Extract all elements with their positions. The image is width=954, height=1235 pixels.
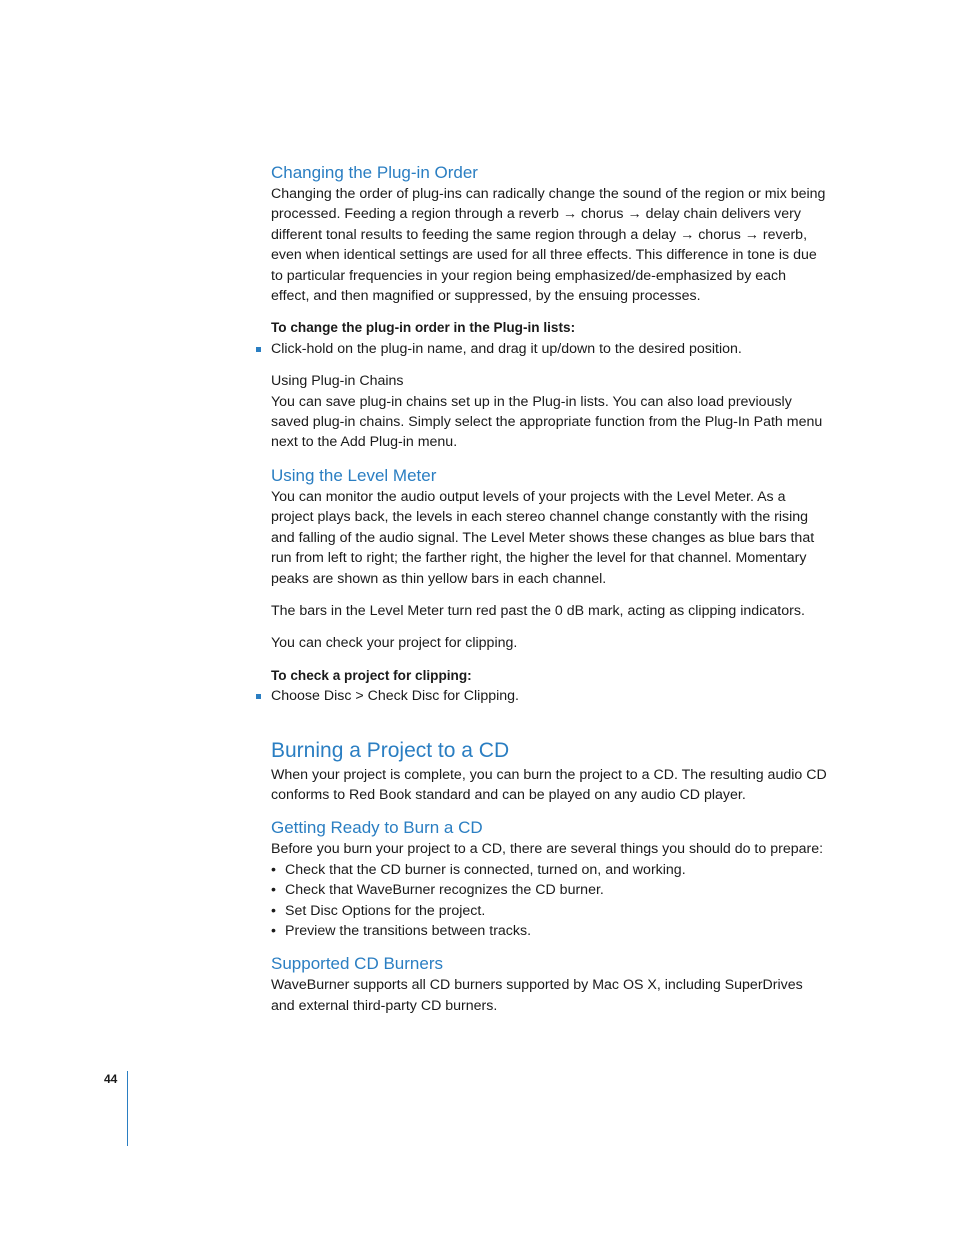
paragraph-getting-ready: Before you burn your project to a CD, there are several things you should do to prepare: [271, 841, 824, 858]
heading-changing-plugin-order: Changing the Plug-in Order [271, 163, 478, 182]
step-list-check-clipping [271, 686, 827, 706]
bullet-dot-icon: • [271, 861, 276, 878]
bullet-dot-icon: • [271, 902, 276, 919]
list-item: • Set Disc Options for the project. [271, 901, 827, 921]
checklist-getting-ready [271, 860, 827, 942]
heading-using-level-meter: Using the Level Meter [271, 465, 437, 485]
square-bullet-icon [256, 347, 261, 352]
subheading-using-plugin-chains: Using Plug-in Chains [271, 373, 404, 390]
task-title-check-clipping: To check a project for clipping: [271, 667, 472, 683]
step-item [271, 339, 827, 359]
page-margin-rule [127, 1071, 128, 1146]
paragraph-plugin-order: Changing the order of plug-ins can radically change the sound of the region or mix being processed. Feeding a region through a reverb → chorus → delay chain delivers very different tonal results to feeding the same region through a delay → chorus → reverb, even when identical settings are used for all three effects. This difference in tone is due to particular frequencies in your region being emphasized/de-emphasized by each effect, and then magnified or suppressed, by the ensuing processes. [271, 186, 826, 305]
paragraph-supported-burners: WaveBurner supports all CD burners supported by Mac OS X, including SuperDrives and external third-party CD burners. [271, 977, 803, 1014]
step-list-plugin-order [271, 339, 827, 359]
paragraph-plugin-chains: You can save plug-in chains set up in the Plug-in lists. You can also load previously saved plug-in chains. Simply select the appropriate function from the Plug-In Path menu next to the Add Plug-in menu. [271, 393, 823, 451]
paragraph-burning: When your project is complete, you can burn the project to a CD. The resulting audio CD conforms to Red Book standard and can be played on any audio CD player. [271, 766, 827, 803]
page-number: 44 [104, 1072, 118, 1086]
heading-burning-project: Burning a Project to a CD [271, 738, 510, 762]
paragraph-level-meter-red: The bars in the Level Meter turn red past the 0 dB mark, acting as clipping indicators. [271, 602, 805, 619]
bullet-dot-icon: • [271, 882, 276, 899]
step-text: Choose Disc > Check Disc for Clipping. [271, 688, 519, 705]
page-content [271, 162, 827, 1016]
task-title-change-plugin-order: To change the plug-in order in the Plug-in lists: [271, 320, 576, 336]
list-item: • Check that the CD burner is connected, turned on, and working. [271, 860, 827, 880]
paragraph-level-meter: You can monitor the audio output levels of your projects with the Level Meter. As a project plays back, the levels in each stereo channel change constantly with the rising and falling of the audio signal. The Level Meter shows these changes as blue bars that run from left to right; the farther right, the higher the level for that channel. Momentary peaks are shown as thin yellow bars in each channel. [271, 488, 815, 587]
square-bullet-icon [256, 694, 261, 699]
heading-supported-burners: Supported CD Burners [271, 954, 443, 974]
paragraph-check-clipping: You can check your project for clipping. [271, 635, 518, 652]
list-item: • Preview the transitions between tracks. [271, 921, 827, 941]
step-item [271, 686, 827, 706]
heading-getting-ready: Getting Ready to Burn a CD [271, 818, 483, 838]
bullet-dot-icon: • [271, 922, 276, 939]
step-text: Click-hold on the plug-in name, and drag it up/down to the desired position. [271, 340, 742, 357]
list-item: • Check that WaveBurner recognizes the CD burner. [271, 880, 827, 900]
